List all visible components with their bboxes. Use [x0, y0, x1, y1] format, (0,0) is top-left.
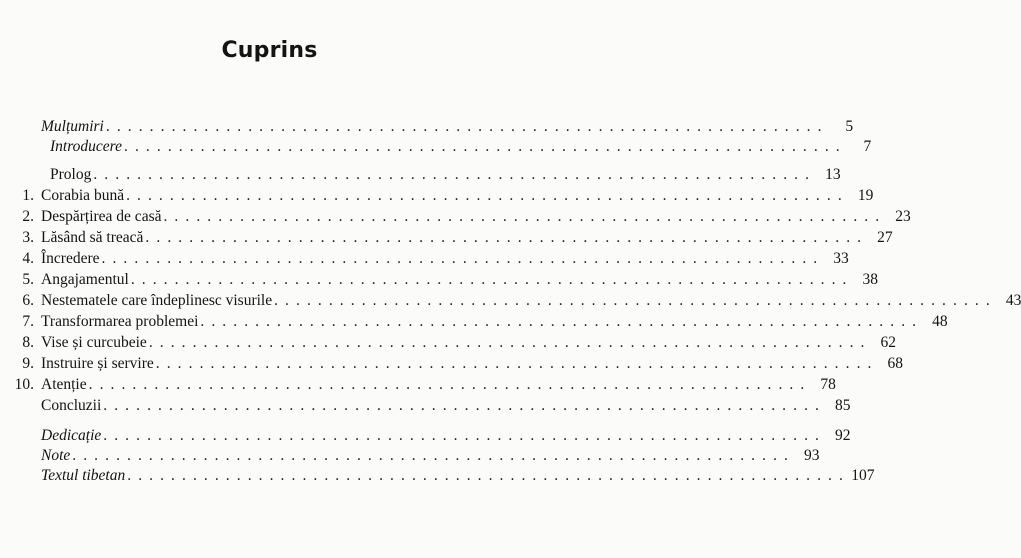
entry-label: Despărțirea de casă — [41, 208, 162, 225]
dot-leader: . . . . . . . . . . . . . . . . . . . . . . . . . . . . . . . . . . . . . . . . . . . . . . . . . . . . . . . . . . . . . . . . . . — [72, 447, 790, 464]
entry-page-number: 68 — [887, 355, 904, 372]
dot-leader: . . . . . . . . . . . . . . . . . . . . . . . . . . . . . . . . . . . . . . . . . . . . . . . . . . . . . . . . . . . . . . . . . . — [88, 376, 806, 393]
entry-label: Corabia bună — [41, 187, 125, 204]
page-title: Cuprins — [221, 38, 318, 63]
toc-entry — [0, 290, 1021, 312]
entry-number: 2. — [22, 208, 34, 225]
entry-number: 4. — [22, 250, 34, 267]
entry-page-number: 85 — [835, 397, 851, 414]
entry-label: Vise și curcubeie — [41, 334, 147, 351]
dot-leader: . . . . . . . . . . . . . . . . . . . . . . . . . . . . . . . . . . . . . . . . . . . . . . . . . . . . . . . . . . . . . . . . . . — [155, 355, 874, 372]
entry-number: 7. — [22, 313, 34, 330]
dot-leader: . . . . . . . . . . . . . . . . . . . . . . . . . . . . . . . . . . . . . . . . . . . . . . . . . . . . . . . . . . . . . . . . . . — [105, 118, 824, 135]
dot-leader: . . . . . . . . . . . . . . . . . . . . . . . . . . . . . . . . . . . . . . . . . . . . . . . . . . . . . . . . . . . . . . . . . . — [93, 166, 811, 183]
toc-entry — [0, 206, 911, 228]
toc-entry — [0, 353, 904, 375]
entry-number: 8. — [22, 334, 34, 351]
toc-entry — [0, 185, 874, 207]
entry-page-number: 43 — [1005, 292, 1021, 309]
entry-number: 6. — [22, 292, 34, 309]
toc-entry — [0, 269, 879, 291]
entry-label: Prolog — [50, 166, 92, 183]
entry-page-number: 13 — [825, 166, 841, 183]
dot-leader: . . . . . . . . . . . . . . . . . . . . . . . . . . . . . . . . . . . . . . . . . . . . . . . . . . . . . . . . . . . . . . . . . . — [124, 138, 842, 155]
entry-label: Concluzii — [41, 397, 102, 414]
dot-leader: . . . . . . . . . . . . . . . . . . . . . . . . . . . . . . . . . . . . . . . . . . . . . . . . . . . . . . . . . . . . . . . . . . — [274, 292, 992, 309]
toc-entry — [0, 116, 854, 138]
entry-label: Transformarea problemei — [41, 313, 199, 330]
entry-page-number: 107 — [851, 467, 875, 484]
dot-leader: . . . . . . . . . . . . . . . . . . . . . . . . . . . . . . . . . . . . . . . . . . . . . . . . . . . . . . . . . . . . . . . . . . — [126, 187, 844, 204]
entry-label: Atenție — [41, 376, 87, 393]
dot-leader: . . . . . . . . . . . . . . . . . . . . . . . . . . . . . . . . . . . . . . . . . . . . . . . . . . . . . . . . . . . . . . . . . . — [127, 467, 845, 484]
toc-entry — [0, 227, 893, 249]
dot-leader: . . . . . . . . . . . . . . . . . . . . . . . . . . . . . . . . . . . . . . . . . . . . . . . . . . . . . . . . . . . . . . . . . . — [103, 397, 821, 414]
entry-page-number: 62 — [880, 334, 897, 351]
dot-leader: . . . . . . . . . . . . . . . . . . . . . . . . . . . . . . . . . . . . . . . . . . . . . . . . . . . . . . . . . . . . . . . . . . — [103, 427, 821, 444]
entry-number: 10. — [14, 376, 34, 393]
entry-page-number: 38 — [862, 271, 879, 288]
dot-leader: . . . . . . . . . . . . . . . . . . . . . . . . . . . . . . . . . . . . . . . . . . . . . . . . . . . . . . . . . . . . . . . . . . — [101, 250, 819, 267]
entry-label: Mulțumiri — [41, 118, 104, 135]
entry-number: 1. — [22, 187, 34, 204]
toc-entry — [0, 395, 851, 417]
entry-page-number: 92 — [835, 427, 851, 444]
dot-leader: . . . . . . . . . . . . . . . . . . . . . . . . . . . . . . . . . . . . . . . . . . . . . . . . . . . . . . . . . . . . . . . . . . — [145, 229, 863, 246]
entry-label: Nestematele care îndeplinesc visurile — [41, 292, 273, 309]
entry-label: Instruire și servire — [41, 355, 154, 372]
toc-entry — [0, 136, 872, 158]
toc-entry — [0, 332, 897, 354]
toc-entry — [0, 445, 820, 467]
entry-page-number: 27 — [877, 229, 893, 246]
dot-leader: . . . . . . . . . . . . . . . . . . . . . . . . . . . . . . . . . . . . . . . . . . . . . . . . . . . . . . . . . . . . . . . . . . — [200, 313, 918, 330]
entry-page-number: 48 — [932, 313, 948, 330]
toc-entry — [0, 311, 948, 333]
toc-entry — [0, 465, 875, 487]
dot-leader: . . . . . . . . . . . . . . . . . . . . . . . . . . . . . . . . . . . . . . . . . . . . . . . . . . . . . . . . . . . . . . . . . . — [130, 271, 849, 288]
toc-entry — [0, 425, 851, 447]
entry-page-number: 78 — [820, 376, 836, 393]
entry-label: Introducere — [50, 138, 123, 155]
entry-number: 3. — [22, 229, 34, 246]
entry-label: Textul tibetan — [41, 467, 126, 484]
dot-leader: . . . . . . . . . . . . . . . . . . . . . . . . . . . . . . . . . . . . . . . . . . . . . . . . . . . . . . . . . . . . . . . . . . — [148, 334, 867, 351]
toc-entry — [0, 248, 849, 270]
entry-page-number: 19 — [857, 187, 874, 204]
entry-label: Angajamentul — [41, 271, 129, 288]
entry-label: Lăsând să treacă — [41, 229, 144, 246]
entry-label: Încredere — [41, 250, 100, 267]
entry-page-number: 23 — [895, 208, 911, 225]
entry-page-number: 93 — [804, 447, 820, 464]
dot-leader: . . . . . . . . . . . . . . . . . . . . . . . . . . . . . . . . . . . . . . . . . . . . . . . . . . . . . . . . . . . . . . . . . . — [163, 208, 881, 225]
entry-page-number: 7 — [863, 138, 872, 155]
entry-label: Dedicație — [41, 427, 102, 444]
entry-label: Note — [41, 447, 71, 464]
toc-entry — [0, 164, 841, 186]
entry-page-number: 5 — [845, 118, 854, 135]
toc-entry — [0, 374, 836, 396]
entry-number: 9. — [22, 355, 34, 372]
entry-page-number: 33 — [833, 250, 849, 267]
entry-number: 5. — [22, 271, 34, 288]
